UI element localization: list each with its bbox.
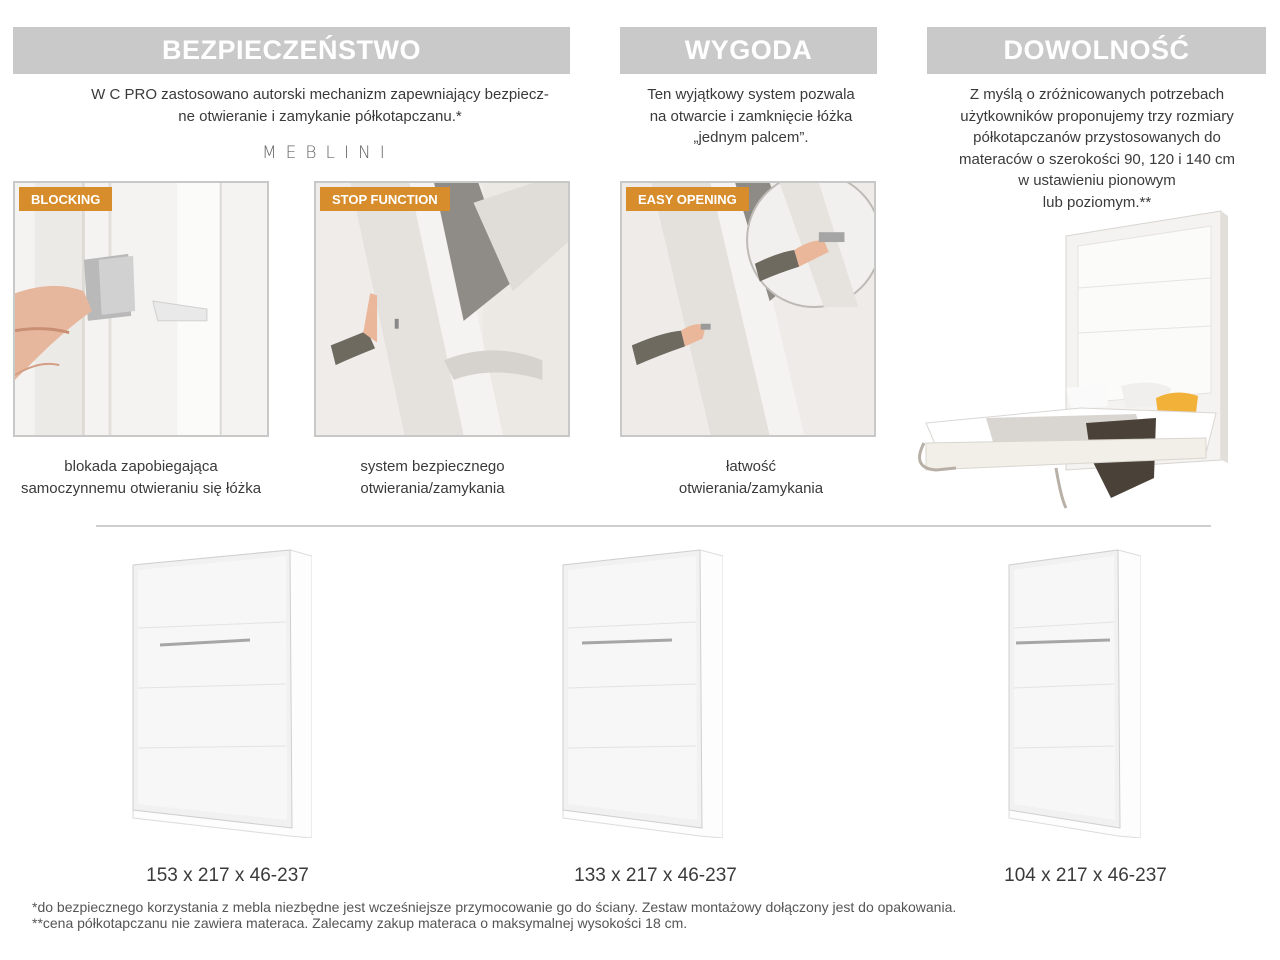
open-bed-illustration — [906, 208, 1236, 513]
caption-line: blokada zapobiegająca — [64, 458, 218, 475]
footnote-mattress: **cena półkotapczanu nie zawiera materaca. Zalecamy zakup materaca o maksymalnej wysokości 18 cm. — [32, 915, 688, 931]
blocking-illustration — [15, 183, 267, 435]
comfort-description-line: na otwarcie i zamknięcie łóżka — [649, 107, 853, 125]
product-dimensions: 133 x 217 x 46-237 — [574, 865, 737, 886]
freedom-description-line: Z myślą o zróżnicowanych potrzebach — [969, 86, 1225, 103]
feature-badge: STOP FUNCTION — [320, 187, 450, 211]
feature-badge: BLOCKING — [19, 187, 112, 211]
freedom-description-line: materaców o szerokości 90, 120 i 140 cm — [959, 150, 1235, 168]
freedom-description-line: półkotapczanów przystosowanych do — [973, 129, 1221, 146]
wall-bed-unit-small — [1006, 548, 1141, 838]
caption-line: otwierania/zamykania — [678, 480, 824, 497]
comfort-description-line: „jednym palcem”. — [693, 129, 809, 146]
section-divider — [96, 525, 1211, 527]
easy-opening-illustration — [622, 183, 874, 435]
freedom-description-line: w ustawieniu pionowym — [1018, 172, 1176, 189]
caption-line: system bezpiecznego — [360, 458, 505, 475]
comfort-description — [620, 84, 882, 149]
caption-line: otwierania/zamykania — [360, 480, 505, 497]
header-freedom: DOWOLNOŚĆ — [927, 27, 1266, 74]
header-safety: BEZPIECZEŃSTWO — [13, 27, 570, 74]
footnote-wall-mounting: *do bezpiecznego korzystania z mebla niezbędne jest wcześniejsze przymocowanie go do ściany. Zestaw montażowy dołączony jest do opakowania. — [32, 899, 957, 915]
wall-bed-unit-large — [130, 548, 312, 838]
feature-badge: EASY OPENING — [626, 187, 749, 211]
caption-line: łatwość — [725, 458, 777, 475]
freedom-description-line: użytkowników proponujemy trzy rozmiary — [960, 107, 1234, 125]
freedom-description — [912, 84, 1280, 213]
safety-description — [40, 84, 600, 127]
stop-function-illustration — [316, 183, 568, 435]
stop-function-photo — [314, 181, 570, 437]
blocking-caption — [0, 456, 282, 500]
easy-opening-caption — [620, 456, 882, 500]
product-dimensions: 104 x 217 x 46-237 — [1004, 865, 1167, 886]
blocking-photo — [13, 181, 269, 437]
brand-logo: MEBLINI — [262, 143, 394, 163]
freedom-description-line: lub poziomym.** — [1042, 193, 1152, 211]
wall-bed-unit-medium — [560, 548, 723, 838]
easy-opening-photo — [620, 181, 876, 437]
stop-function-caption — [290, 456, 575, 500]
caption-line: samoczynnemu otwieraniu się łóżka — [20, 480, 262, 497]
header-comfort: WYGODA — [620, 27, 877, 74]
safety-description-line: W C PRO zastosowano autorski mechanizm zapewniający bezpiecz- — [91, 86, 549, 103]
product-dimensions: 153 x 217 x 46-237 — [146, 865, 309, 886]
safety-description-line: ne otwieranie i zamykanie półkotapczanu.* — [178, 107, 462, 125]
comfort-description-line: Ten wyjątkowy system pozwala — [647, 86, 855, 103]
